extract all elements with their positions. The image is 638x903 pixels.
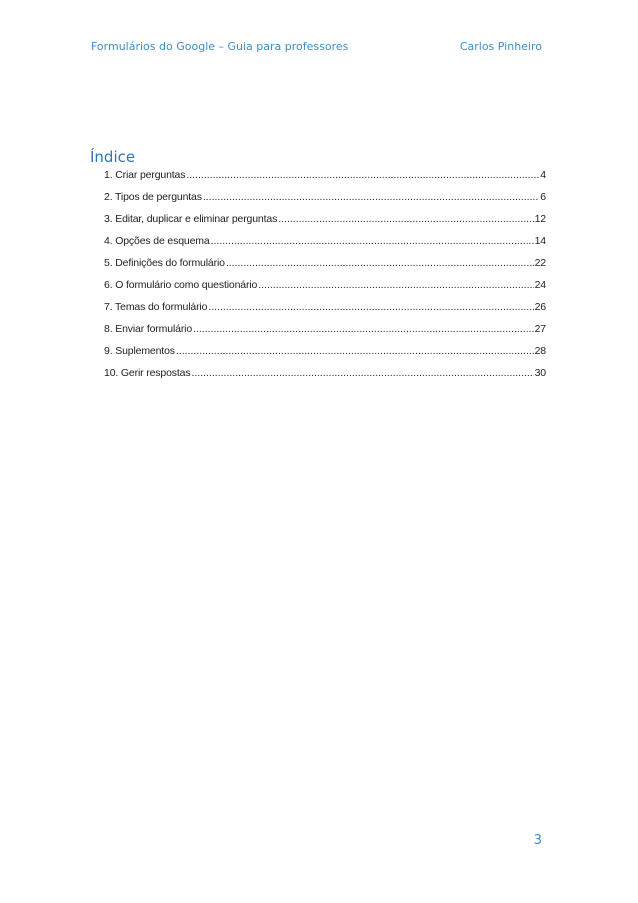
dot-leader: [191, 367, 533, 379]
toc-entry-editar-duplicar-eliminar[interactable]: [104, 213, 546, 235]
toc-entry-temas-do-formulario[interactable]: [104, 301, 546, 323]
toc-entry-page: 12: [534, 213, 546, 225]
toc-entry-page: 24: [534, 279, 546, 291]
toc-entry-opcoes-de-esquema[interactable]: [104, 235, 546, 257]
dot-leader: [203, 191, 539, 203]
table-of-contents: [104, 169, 546, 389]
toc-entry-title: 3. Editar, duplicar e eliminar perguntas: [104, 213, 278, 225]
toc-entry-page: 30: [534, 367, 546, 379]
toc-entry-page: 27: [534, 323, 546, 335]
toc-entry-criar-perguntas[interactable]: [104, 169, 546, 191]
toc-entry-title: 4. Opções de esquema: [104, 235, 210, 247]
toc-entry-page: 4: [540, 169, 546, 181]
dot-leader: [208, 301, 533, 313]
toc-entry-page: 28: [534, 345, 546, 357]
toc-entry-title: 5. Definições do formulário: [104, 257, 225, 269]
dot-leader: [176, 345, 534, 357]
toc-heading: Índice: [90, 148, 136, 166]
toc-entry-title: 9. Suplementos: [104, 345, 175, 357]
toc-entry-formulario-como-questionario[interactable]: [104, 279, 546, 301]
toc-entry-definicoes-do-formulario[interactable]: [104, 257, 546, 279]
toc-entry-gerir-respostas[interactable]: [104, 367, 546, 389]
toc-entry-page: 26: [534, 301, 546, 313]
toc-entry-enviar-formulario[interactable]: [104, 323, 546, 345]
toc-entry-tipos-de-perguntas[interactable]: [104, 191, 546, 213]
dot-leader: [211, 235, 534, 247]
toc-entry-title: 8. Enviar formulário: [104, 323, 193, 335]
toc-entry-title: 2. Tipos de perguntas: [104, 191, 202, 203]
toc-entry-page: 22: [534, 257, 546, 269]
toc-entry-title: 10. Gerir respostas: [104, 367, 191, 379]
dot-leader: [278, 213, 533, 225]
toc-entry-page: 14: [534, 235, 546, 247]
toc-entry-suplementos[interactable]: [104, 345, 546, 367]
dot-leader: [193, 323, 534, 335]
toc-entry-title: 6. O formulário como questionário: [104, 279, 258, 291]
toc-entry-page: 6: [540, 191, 546, 203]
page-header: [91, 40, 542, 56]
author-name: Carlos Pinheiro: [459, 40, 542, 53]
dot-leader: [226, 257, 534, 269]
toc-entry-title: 7. Temas do formulário: [104, 301, 208, 313]
document-title: Formulários do Google – Guia para professores: [91, 40, 349, 53]
dot-leader: [258, 279, 533, 291]
dot-leader: [186, 169, 539, 181]
toc-entry-title: 1. Criar perguntas: [104, 169, 186, 181]
page-number: 3: [533, 833, 542, 848]
